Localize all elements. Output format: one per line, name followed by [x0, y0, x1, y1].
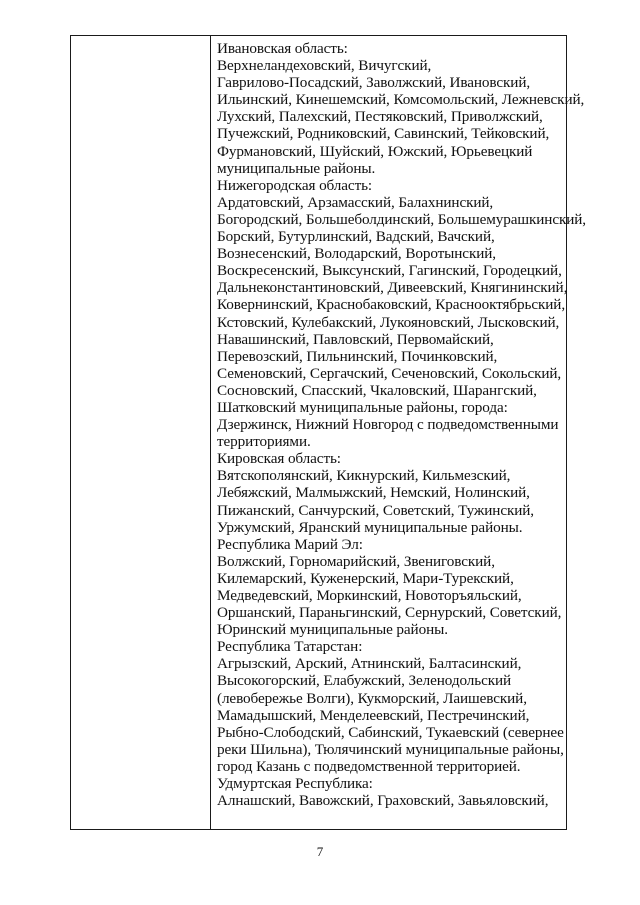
text-line: Верхнеландеховский, Вичугский, — [217, 57, 432, 75]
text-line: Фурмановский, Шуйский, Южский, Юрьевецкий — [217, 142, 533, 160]
column-divider — [210, 36, 211, 829]
text-line: Лебяжский, Малмыжский, Немский, Нолинский, — [217, 484, 530, 502]
text-line: территориями. — [217, 433, 311, 451]
text-line: Кировская область: — [217, 450, 341, 468]
text-line: Оршанский, Параньгинский, Сернурский, Советский, — [217, 604, 562, 622]
text-line: Шатковский муниципальные районы, города: — [217, 398, 508, 416]
content-table — [70, 35, 587, 830]
text-line: Дальнеконстантиновский, Дивеевский, Княгининский, — [217, 279, 568, 297]
text-line: Алнашский, Вавожский, Граховский, Завьяловский, — [217, 792, 549, 810]
text-line: Вознесенский, Володарский, Воротынский, — [217, 245, 496, 263]
text-line: город Казань с подведомственной территорией. — [217, 757, 521, 775]
text-line: Мамадышский, Менделеевский, Пестречинский, — [217, 706, 530, 724]
text-line: Ковернинский, Краснобаковский, Краснооктябрьский, — [217, 296, 566, 314]
text-line: Рыбно-Слободский, Сабинский, Тукаевский (севернее — [217, 723, 564, 741]
text-line: Ильинский, Кинешемский, Комсомольский, Лежневский, — [217, 91, 585, 109]
text-line: Высокогорский, Елабужский, Зеленодольский — [217, 672, 512, 690]
table-right-cell — [217, 40, 587, 810]
text-line: Сосновский, Спасский, Чкаловский, Шарангский, — [217, 381, 537, 399]
text-line: Республика Татарстан: — [217, 638, 363, 656]
text-line: Пижанский, Санчурский, Советский, Тужинский, — [217, 501, 534, 519]
text-line: Гаврилово-Посадский, Заволжский, Ивановский, — [217, 74, 531, 92]
text-line: муниципальные районы. — [217, 159, 376, 177]
text-line: Юринский муниципальные районы. — [217, 621, 448, 639]
text-line: Уржумский, Яранский муниципальные районы. — [217, 518, 523, 536]
text-line: Лухский, Палехский, Пестяковский, Приволжский, — [217, 108, 543, 126]
text-line: Удмуртская Республика: — [217, 775, 373, 793]
text-line: Кстовский, Кулебакский, Лукояновский, Лысковский, — [217, 313, 560, 331]
page-number: 7 — [316, 844, 324, 859]
text-line: Килемарский, Куженерский, Мари-Турекский, — [217, 569, 514, 587]
text-line: Волжский, Горномарийский, Звениговский, — [217, 552, 495, 570]
text-line: Навашинский, Павловский, Первомайский, — [217, 330, 494, 348]
text-line: Ардатовский, Арзамасский, Балахнинский, — [217, 193, 494, 211]
text-line: Воскресенский, Выксунский, Гагинский, Городецкий, — [217, 262, 562, 280]
text-line: Семеновский, Сергачский, Сеченовский, Сокольский, — [217, 364, 562, 382]
text-line: Пучежский, Родниковский, Савинский, Тейковский, — [217, 125, 550, 143]
text-line: Агрызский, Арский, Атнинский, Балтасинский, — [217, 655, 522, 673]
text-line: Ивановская область: — [217, 40, 348, 57]
text-line: Нижегородская область: — [217, 176, 373, 194]
text-line: Вятскополянский, Кикнурский, Кильмезский, — [217, 467, 511, 485]
text-line: Перевозский, Пильнинский, Починковский, — [217, 347, 498, 365]
text-line: (левобережье Волги), Кукморский, Лаишевский, — [217, 689, 527, 707]
text-line: Медведевский, Моркинский, Новоторъяльский, — [217, 587, 522, 604]
text-line: Борский, Бутурлинский, Вадский, Вачский, — [217, 228, 495, 246]
text-line: Богородский, Большеболдинский, Большемурашкинский, — [217, 210, 587, 228]
text-line: Республика Марий Эл: — [217, 535, 363, 553]
table-left-cell — [71, 36, 210, 829]
text-line: реки Шильна), Тюлячинский муниципальные районы, — [217, 740, 564, 758]
text-line: Дзержинск, Нижний Новгород с подведомственными — [217, 416, 559, 434]
